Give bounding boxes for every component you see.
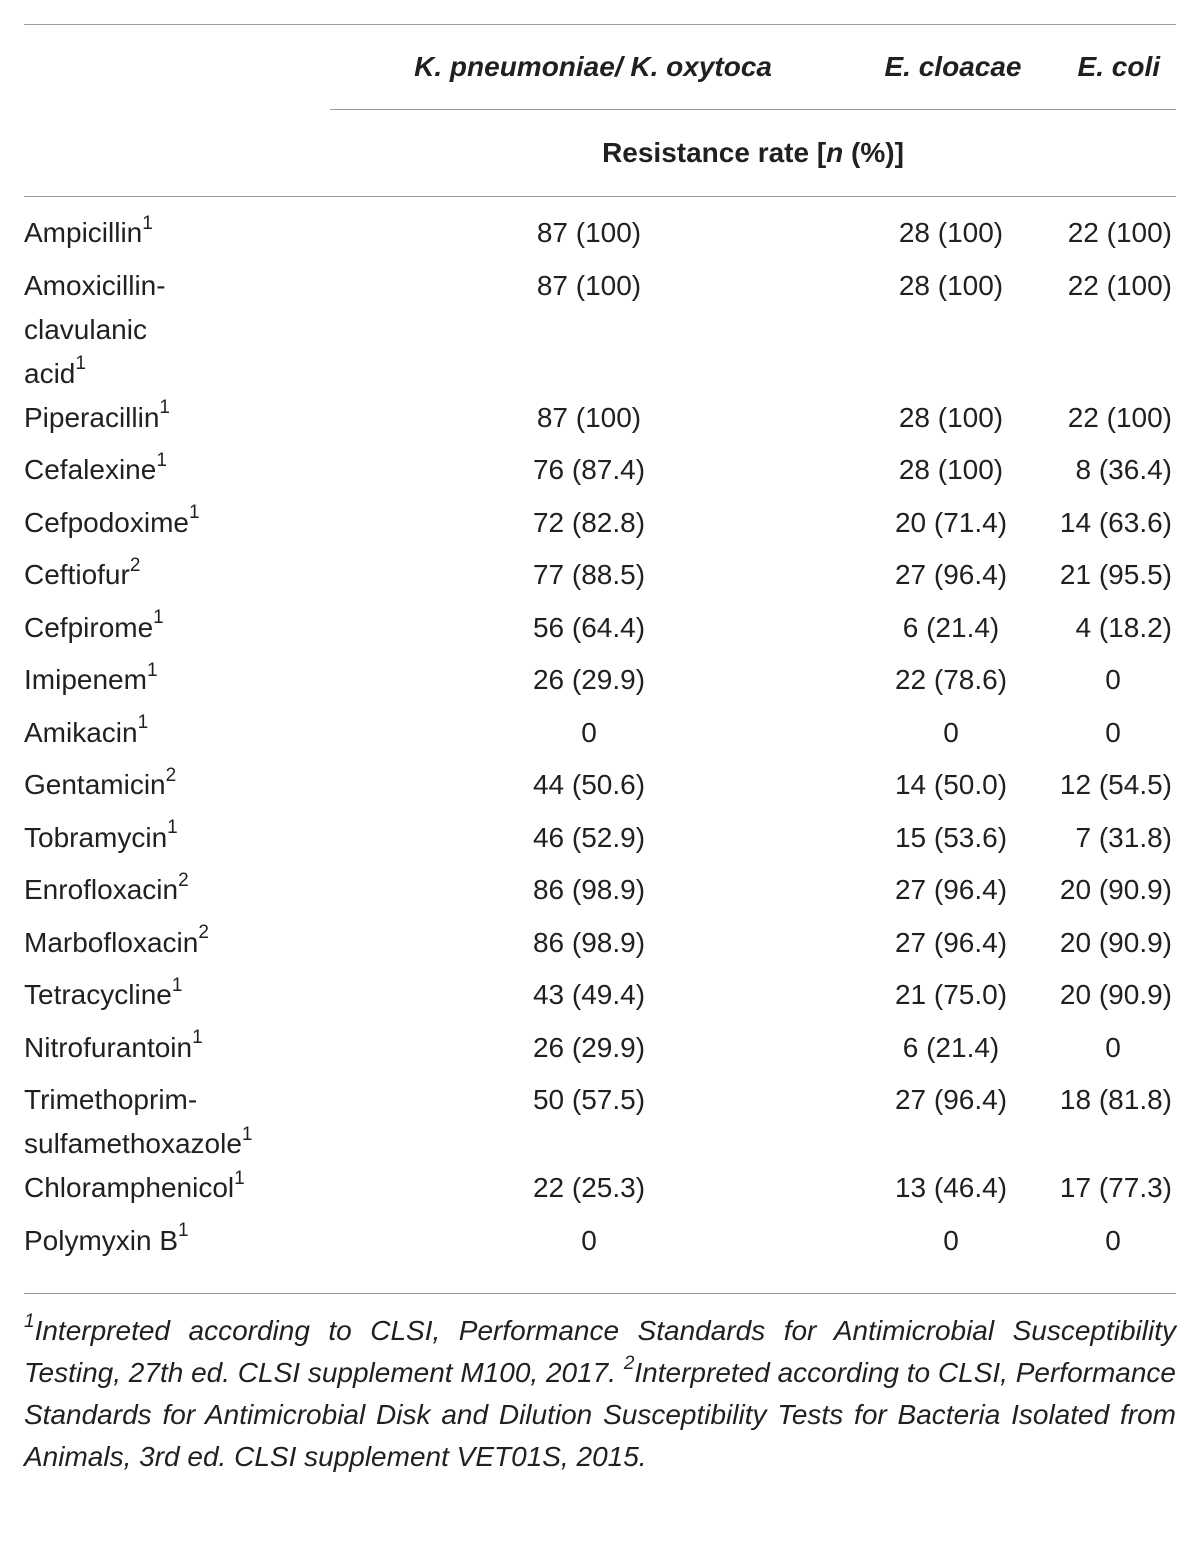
column-header-klebsiella: K. pneumoniae/ K. oxytoca	[330, 25, 810, 110]
resistance-value: 28 (100)	[898, 269, 1004, 301]
value-cell	[810, 197, 1026, 264]
resistance-value: 0	[943, 716, 959, 748]
resistance-value: 72 (82.8)	[532, 506, 646, 538]
table-header	[24, 25, 1176, 197]
drug-footnote-marker: 1	[156, 449, 167, 471]
value-cell	[330, 1026, 810, 1079]
resistance-value: 0	[1105, 1224, 1121, 1256]
drug-name-line: Polymyxin B	[24, 1224, 179, 1256]
table-row	[24, 921, 1176, 974]
drug-name-cell	[24, 658, 330, 711]
value-cell	[330, 501, 810, 554]
drug-name-cell	[24, 553, 330, 606]
resistance-value: 6 (21.4)	[902, 611, 1000, 643]
table-row	[24, 1026, 1176, 1079]
drug-name-cell	[24, 816, 330, 869]
resistance-value: 77 (88.5)	[532, 559, 646, 590]
drug-footnote-marker: 1	[178, 1220, 189, 1242]
resistance-value: 20 (90.9)	[1059, 874, 1172, 905]
drug-footnote-marker: 1	[192, 1027, 203, 1049]
drug-name-line: Gentamicin	[24, 769, 166, 800]
footnote-2-text: Interpreted according to CLSI, Performance Standards for Antimicrobial Disk and Dilution Susceptibility Tests for Bacteria Isolated from Animals, 3rd ed. CLSI supplement VET01S, 2015.	[24, 1357, 1177, 1472]
drug-name-line: Piperacillin	[24, 401, 160, 433]
drug-name-cell	[24, 1078, 330, 1166]
drug-footnote-marker: 1	[142, 212, 153, 234]
resistance-value: 44 (50.6)	[532, 769, 646, 800]
resistance-value: 0	[1105, 664, 1121, 695]
drug-footnote-marker: 2	[129, 554, 141, 576]
drug-name-cell	[24, 396, 330, 449]
resistance-value: 26 (29.9)	[532, 1031, 646, 1063]
resistance-value: 22 (78.6)	[894, 664, 1008, 695]
drug-name-line: Amikacin	[24, 716, 138, 748]
resistance-value: 27 (96.4)	[894, 1084, 1008, 1115]
value-cell	[330, 973, 810, 1026]
value-cell	[330, 396, 810, 449]
footnote-2-marker: 2	[623, 1352, 635, 1374]
value-cell	[1026, 868, 1176, 921]
drug-name-cell	[24, 448, 330, 501]
resistance-value: 14 (63.6)	[1059, 506, 1172, 538]
drug-footnote-marker: 1	[234, 1167, 245, 1189]
value-cell	[1026, 553, 1176, 606]
drug-name-cell	[24, 501, 330, 554]
drug-name-cell	[24, 921, 330, 974]
drug-footnote-marker: 1	[137, 712, 149, 734]
table-row	[24, 501, 1176, 554]
table-row	[24, 1166, 1176, 1219]
value-cell	[330, 197, 810, 264]
table-row	[24, 553, 1176, 606]
value-cell	[330, 763, 810, 816]
value-cell	[330, 921, 810, 974]
drug-name-line: Nitrofurantoin	[24, 1031, 193, 1063]
resistance-rate-n: n	[826, 137, 844, 168]
footnote-1-text: Interpreted according to CLSI, Performance Standards for Antimicrobial Susceptibility Testing, 27th ed. CLSI supplement M100, 2017.	[24, 1315, 1176, 1388]
drug-name-line: clavulanic	[24, 313, 147, 345]
resistance-value: 22 (100)	[1067, 269, 1172, 301]
value-cell	[1026, 816, 1176, 869]
drug-name-cell	[24, 264, 330, 396]
drug-name-line: acid	[24, 357, 76, 389]
drug-footnote-marker: 1	[146, 659, 158, 681]
value-cell	[810, 264, 1026, 396]
table-row	[24, 396, 1176, 449]
drug-name-line: sulfamethoxazole	[24, 1128, 242, 1159]
resistance-value: 50 (57.5)	[532, 1084, 646, 1115]
value-cell	[810, 606, 1026, 659]
drug-name-line: Chloramphenicol	[24, 1172, 235, 1203]
drug-name-line: Enrofloxacin	[24, 874, 179, 905]
resistance-value: 27 (96.4)	[894, 926, 1008, 958]
resistance-value: 26 (29.9)	[532, 664, 646, 695]
table-row	[24, 816, 1176, 869]
value-cell	[1026, 1166, 1176, 1219]
resistance-value: 17 (77.3)	[1059, 1172, 1172, 1203]
table-row	[24, 264, 1176, 396]
table-row	[24, 197, 1176, 264]
resistance-value: 27 (96.4)	[894, 559, 1008, 590]
drug-footnote-marker: 2	[165, 764, 177, 786]
drug-footnote-marker: 1	[241, 1123, 253, 1145]
value-cell	[1026, 1219, 1176, 1294]
resistance-value: 86 (98.9)	[532, 874, 646, 905]
value-cell	[810, 816, 1026, 869]
drug-name-line: Ampicillin	[24, 217, 143, 248]
value-cell	[810, 553, 1026, 606]
resistance-value: 22 (25.3)	[532, 1172, 646, 1203]
drug-footnote-marker: 1	[167, 817, 178, 839]
value-cell	[1026, 264, 1176, 396]
drug-name-line: Cefpodoxime	[24, 506, 189, 538]
value-cell	[330, 816, 810, 869]
resistance-value: 14 (50.0)	[894, 769, 1008, 800]
drug-name-line: Imipenem	[24, 664, 147, 695]
resistance-value: 22 (100)	[1067, 217, 1172, 248]
table-footnote	[24, 1293, 1176, 1478]
table-row	[24, 868, 1176, 921]
resistance-value: 28 (100)	[898, 454, 1004, 485]
drug-name-cell	[24, 1219, 330, 1294]
drug-footnote-marker: 1	[159, 397, 170, 419]
value-cell	[1026, 606, 1176, 659]
drug-name-cell	[24, 197, 330, 264]
value-cell	[330, 606, 810, 659]
resistance-rate-header	[330, 110, 1176, 197]
resistance-value: 0	[581, 1224, 597, 1256]
drug-name-cell	[24, 606, 330, 659]
drug-footnote-marker: 2	[178, 869, 189, 891]
table-body	[24, 197, 1176, 1294]
resistance-rate-suffix: (%)]	[843, 137, 904, 168]
resistance-value: 86 (98.9)	[532, 926, 646, 958]
value-cell	[810, 868, 1026, 921]
drug-footnote-marker: 1	[188, 502, 200, 524]
header-corner	[24, 25, 330, 110]
value-cell	[330, 1166, 810, 1219]
resistance-value: 4 (18.2)	[1075, 611, 1172, 643]
resistance-value: 87 (100)	[536, 401, 642, 433]
resistance-value: 28 (100)	[898, 401, 1004, 433]
value-cell	[330, 264, 810, 396]
value-cell	[1026, 448, 1176, 501]
drug-name-line: Amoxicillin-	[24, 269, 166, 301]
drug-footnote-marker: 2	[198, 922, 209, 944]
resistance-value: 43 (49.4)	[532, 979, 646, 1010]
drug-name-cell	[24, 763, 330, 816]
drug-name-cell	[24, 973, 330, 1026]
resistance-value: 0	[1105, 716, 1121, 748]
value-cell	[330, 1219, 810, 1294]
resistance-value: 0	[1105, 1031, 1121, 1063]
resistance-table	[24, 24, 1176, 1293]
resistance-value: 7 (31.8)	[1075, 821, 1172, 853]
drug-name-line: Cefalexine	[24, 454, 157, 485]
value-cell	[810, 658, 1026, 711]
drug-name-line: Cefpirome	[24, 611, 154, 643]
value-cell	[810, 501, 1026, 554]
drug-name-cell	[24, 1026, 330, 1079]
resistance-value: 12 (54.5)	[1059, 769, 1172, 800]
value-cell	[1026, 1026, 1176, 1079]
table-row	[24, 658, 1176, 711]
value-cell	[1026, 197, 1176, 264]
drug-name-cell	[24, 1166, 330, 1219]
resistance-value: 21 (95.5)	[1059, 559, 1172, 590]
resistance-value: 20 (71.4)	[894, 506, 1008, 538]
drug-footnote-marker: 1	[75, 353, 86, 375]
resistance-value: 87 (100)	[536, 269, 642, 301]
resistance-rate-prefix: Resistance rate [	[602, 137, 827, 168]
value-cell	[810, 448, 1026, 501]
value-cell	[330, 711, 810, 764]
resistance-value: 20 (90.9)	[1059, 926, 1172, 958]
value-cell	[1026, 1078, 1176, 1166]
drug-footnote-marker: 1	[153, 607, 164, 629]
subheader-corner	[24, 110, 330, 197]
table-row	[24, 448, 1176, 501]
resistance-value: 27 (96.4)	[894, 874, 1008, 905]
value-cell	[810, 1219, 1026, 1294]
value-cell	[1026, 658, 1176, 711]
drug-name-cell	[24, 711, 330, 764]
drug-name-line: Tobramycin	[24, 821, 168, 853]
table-row	[24, 606, 1176, 659]
value-cell	[810, 1166, 1026, 1219]
resistance-value: 13 (46.4)	[894, 1172, 1008, 1203]
resistance-value: 56 (64.4)	[532, 611, 646, 643]
value-cell	[810, 711, 1026, 764]
value-cell	[810, 763, 1026, 816]
value-cell	[810, 973, 1026, 1026]
resistance-value: 15 (53.6)	[894, 821, 1008, 853]
value-cell	[330, 448, 810, 501]
resistance-value: 22 (100)	[1067, 401, 1172, 433]
drug-name-line: Tetracycline	[24, 979, 172, 1010]
drug-name-line: Ceftiofur	[24, 559, 130, 590]
value-cell	[1026, 763, 1176, 816]
value-cell	[1026, 973, 1176, 1026]
column-header-e-coli: E. coli	[1026, 25, 1176, 110]
value-cell	[810, 1026, 1026, 1079]
drug-footnote-marker: 1	[171, 974, 183, 996]
value-cell	[1026, 396, 1176, 449]
resistance-value: 0	[581, 716, 597, 748]
drug-name-line: Marbofloxacin	[24, 926, 199, 958]
value-cell	[810, 396, 1026, 449]
value-cell	[330, 868, 810, 921]
value-cell	[810, 921, 1026, 974]
value-cell	[330, 658, 810, 711]
resistance-value: 28 (100)	[898, 217, 1004, 248]
resistance-value: 21 (75.0)	[894, 979, 1008, 1010]
value-cell	[1026, 501, 1176, 554]
table-page	[24, 24, 1176, 1478]
resistance-value: 0	[943, 1224, 959, 1256]
drug-name-line: Trimethoprim-	[24, 1084, 198, 1115]
value-cell	[1026, 711, 1176, 764]
table-row	[24, 1219, 1176, 1294]
table-row	[24, 1078, 1176, 1166]
resistance-value: 87 (100)	[536, 217, 642, 248]
drug-name-cell	[24, 868, 330, 921]
resistance-value: 8 (36.4)	[1075, 454, 1172, 485]
footnote-1-marker: 1	[24, 1310, 35, 1332]
resistance-value: 76 (87.4)	[532, 454, 646, 485]
resistance-value: 6 (21.4)	[902, 1031, 1000, 1063]
value-cell	[810, 1078, 1026, 1166]
resistance-value: 18 (81.8)	[1059, 1084, 1172, 1115]
value-cell	[1026, 921, 1176, 974]
table-row	[24, 763, 1176, 816]
table-row	[24, 711, 1176, 764]
value-cell	[330, 553, 810, 606]
table-row	[24, 973, 1176, 1026]
column-header-e-cloacae: E. cloacae	[810, 25, 1026, 110]
resistance-value: 46 (52.9)	[532, 821, 646, 853]
resistance-value: 20 (90.9)	[1059, 979, 1172, 1010]
value-cell	[330, 1078, 810, 1166]
